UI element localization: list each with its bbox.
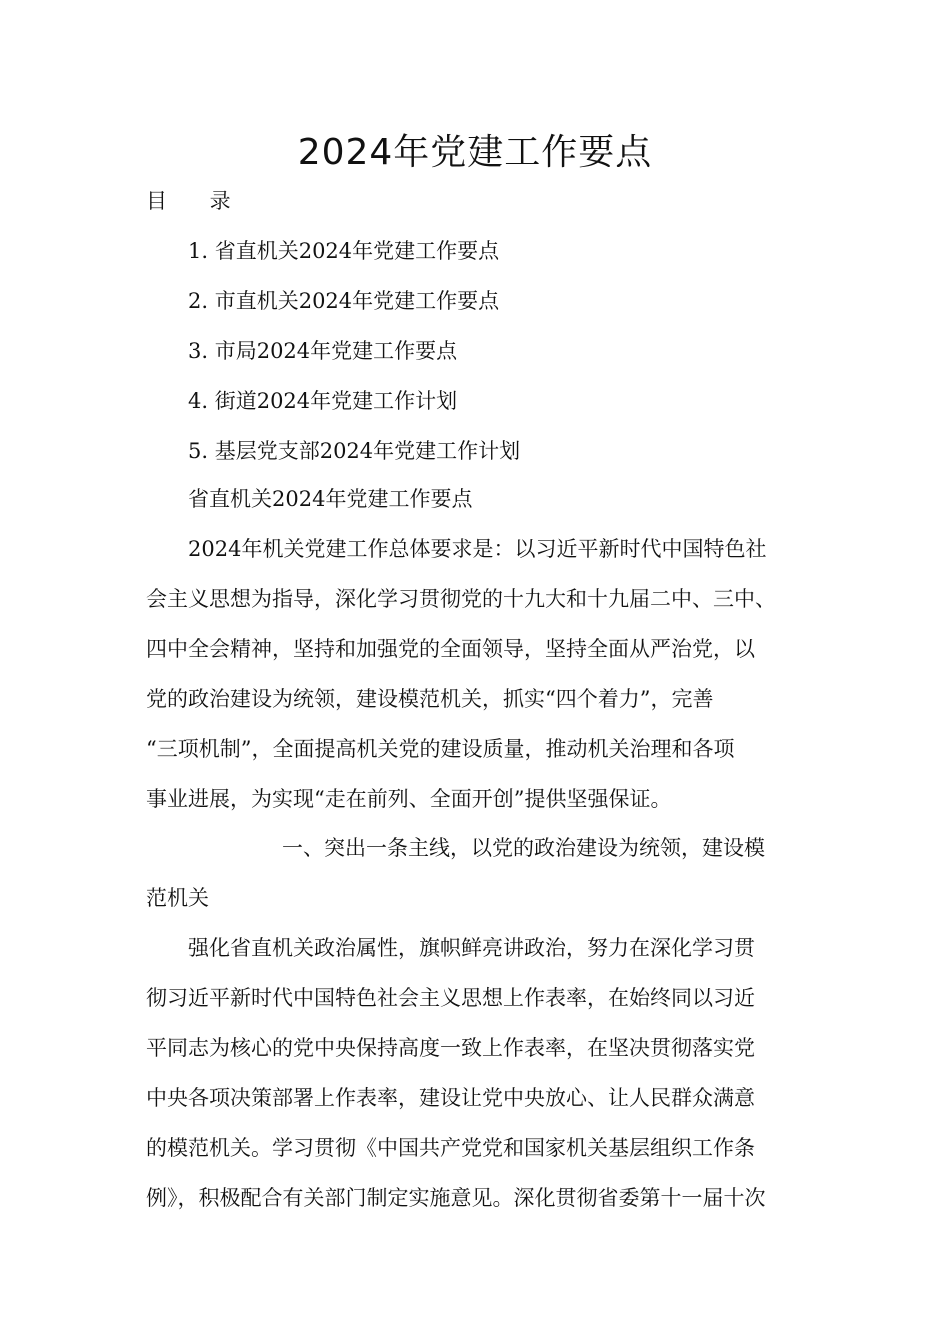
paragraph-line: 强化省直机关政治属性，旗帜鲜亮讲政治，努力在深化学习贯	[188, 936, 755, 960]
paragraph-line: 的模范机关。学习贯彻《中国共产党党和国家机关基层组织工作条	[146, 1136, 755, 1160]
toc-item: 4. 街道2024年党建工作计划	[188, 389, 458, 413]
intro-line: 四中全会精神，坚持和加强党的全面领导，坚持全面从严治党，以	[146, 637, 755, 661]
paragraph-line: 例》，积极配合有关部门制定实施意见。深化贯彻省委第十一届十次	[146, 1186, 766, 1210]
paragraph-line: 平同志为核心的党中央保持高度一致上作表率，在坚决贯彻落实党	[146, 1036, 755, 1060]
toc-item: 1. 省直机关2024年党建工作要点	[188, 239, 500, 263]
section-title: 省直机关2024年党建工作要点	[188, 487, 473, 511]
intro-line: “三项机制”，全面提高机关党的建设质量，推动机关治理和各项	[146, 737, 735, 761]
toc-item: 3. 市局2024年党建工作要点	[188, 339, 458, 363]
intro-line: 会主义思想为指导，深化学习贯彻党的十九大和十九届二中、三中、	[146, 587, 776, 611]
section-heading-line: 一、突出一条主线，以党的政治建设为统领，建设模	[282, 836, 765, 860]
section-heading-line: 范机关	[146, 886, 209, 910]
intro-line: 事业进展，为实现“走在前列、全面开创”提供坚强保证。	[146, 787, 672, 811]
paragraph-line: 中央各项决策部署上作表率，建设让党中央放心、让人民群众满意	[146, 1086, 755, 1110]
document-title: 2024年党建工作要点	[297, 132, 653, 173]
intro-line: 2024年机关党建工作总体要求是：以习近平新时代中国特色社	[188, 537, 767, 561]
toc-item: 2. 市直机关2024年党建工作要点	[188, 289, 500, 313]
toc-item: 5. 基层党支部2024年党建工作计划	[188, 439, 521, 463]
paragraph-line: 彻习近平新时代中国特色社会主义思想上作表率，在始终同以习近	[146, 986, 755, 1010]
toc-heading: 目 录	[146, 189, 249, 213]
intro-line: 党的政治建设为统领，建设模范机关，抓实“四个着力”，完善	[146, 687, 714, 711]
